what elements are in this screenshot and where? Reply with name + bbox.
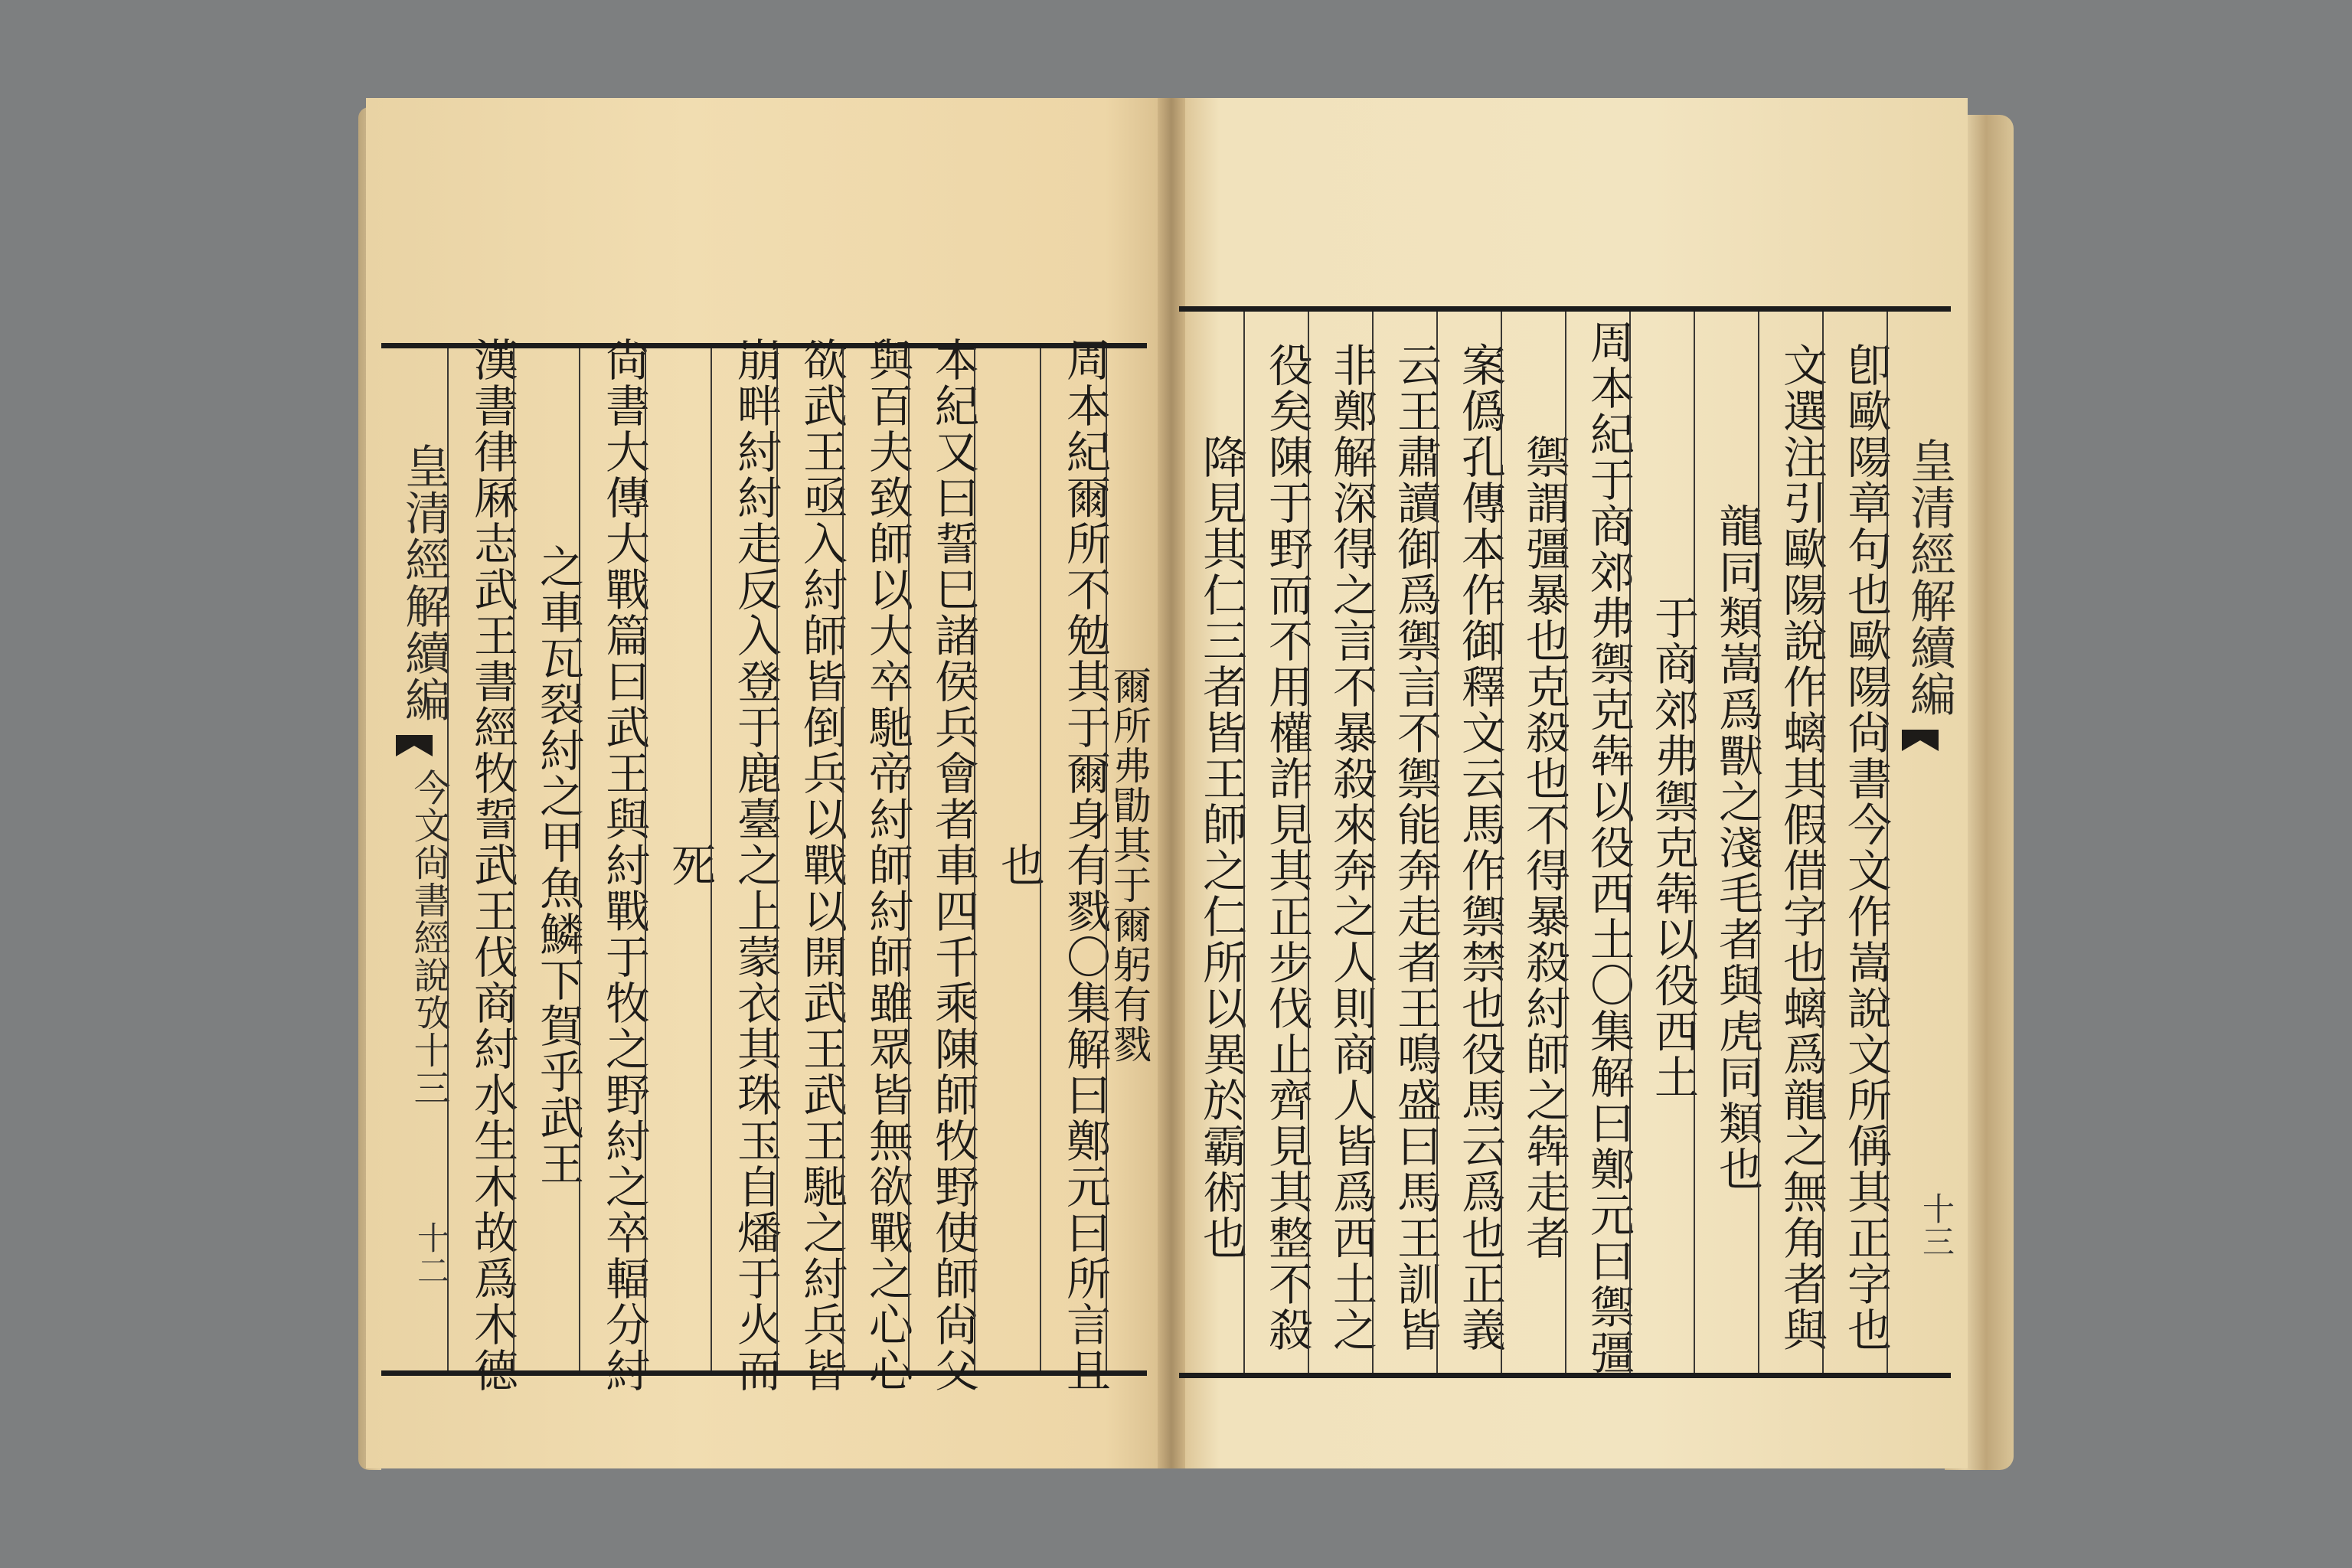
text-column: [645, 348, 716, 1370]
text-column: [447, 336, 518, 1393]
left-print-frame: [381, 336, 1152, 1393]
fish-tail-mark: [1900, 725, 1940, 756]
column-text: 降見其仁三者皆王師之仁所以異於霸術也: [1195, 434, 1247, 1261]
fish-tail-mark: [394, 730, 434, 761]
text-column: [513, 348, 584, 1370]
column-text: 與百夫致師以大卒馳帝紂師紂師雖眾皆無欲戰之心心: [861, 336, 913, 1393]
column-text: 死: [664, 841, 716, 888]
column-text: 漢書律厤志武王書經牧誓武王伐商紂水生木故爲木德: [466, 336, 518, 1393]
text-column: [1629, 312, 1699, 1373]
column-text: 于商郊弗禦克犇以役西土: [1647, 595, 1699, 1100]
column-text: 也: [993, 841, 1045, 888]
text-column: [1372, 312, 1442, 1373]
left-margin-column: [381, 348, 451, 1370]
text-column: [1501, 312, 1570, 1373]
column-text: 尙書大傳大戰篇曰武王與紂戰于牧之野紂之卒輻分紂: [598, 336, 650, 1393]
text-column: [1822, 312, 1892, 1373]
text-column: [1758, 312, 1828, 1373]
column-text: 案僞孔傳本作御釋文云馬作禦禁也役馬云爲也正義: [1454, 342, 1506, 1353]
left-margin-title: 皇清經解續編: [397, 443, 451, 723]
text-column: [974, 348, 1045, 1370]
text-column: [776, 336, 848, 1393]
column-text: 欲武王亟入紂師皆倒兵以戰以開武王武王馳之紂兵皆: [795, 336, 848, 1393]
column-text: 爾所弗勖其于爾躬有戮: [1107, 665, 1152, 1064]
left-margin-chapter: 今文尙書經說攷十三: [407, 769, 450, 1106]
text-column: [1040, 336, 1111, 1393]
column-text: 役矣陳于野而不用權詐見其正步伐止齊見其整不殺: [1261, 342, 1313, 1353]
text-column: [710, 336, 782, 1393]
column-text: 卽歐陽章句也歐陽尙書今文作嵩說文所偁其正字也: [1840, 342, 1892, 1353]
column-text: 文選注引歐陽說作螭其假借字也螭爲龍之無角者與: [1775, 342, 1828, 1353]
column-text: 非鄭解深得之言不暴殺來奔之人則商人皆爲西土之: [1325, 342, 1377, 1353]
column-text: 禦謂彊暴也克殺也不得暴殺紂師之犇走者: [1518, 434, 1570, 1261]
column-text: 崩畔紂紂走反入登于鹿臺之上蒙衣其珠玉自燔于火而: [730, 336, 782, 1393]
right-margin-title: 皇清經解續編: [1903, 437, 1956, 717]
column-text: 本紀又曰誓巳諸侯兵會者車四千乘陳師牧野使師尙父: [927, 336, 979, 1393]
text-column: [1106, 348, 1152, 1370]
text-column: [1243, 312, 1313, 1373]
right-margin-column: [1886, 312, 1956, 1373]
text-column: [1565, 312, 1635, 1376]
column-text: 龍同類嵩爲獸之淺毛者與虎同類也: [1711, 503, 1763, 1192]
column-text: 周本紀爾所不勉其于爾身有戮〇集解曰鄭元曰所言且: [1059, 336, 1111, 1393]
text-column: [1694, 312, 1763, 1373]
text-column: [1436, 312, 1506, 1373]
text-column: [842, 336, 913, 1393]
right-fold-number: 十三: [1918, 1192, 1955, 1258]
right-print-frame: [1179, 306, 1956, 1378]
left-fold-number: 十二: [413, 1221, 450, 1287]
text-column: [579, 336, 650, 1393]
column-text: 之車瓦裂紂之甲魚鱗下賀乎武王: [532, 543, 584, 1187]
text-column: [1179, 312, 1247, 1373]
text-column: [1308, 312, 1377, 1373]
column-text: 周本紀于商郊弗禦克犇以役西土〇集解曰鄭元曰禦彊: [1583, 319, 1635, 1376]
text-column: [908, 336, 979, 1393]
column-text: 云王肅讀御爲禦言不禦能奔走者王鳴盛曰馬王訓皆: [1390, 342, 1442, 1353]
